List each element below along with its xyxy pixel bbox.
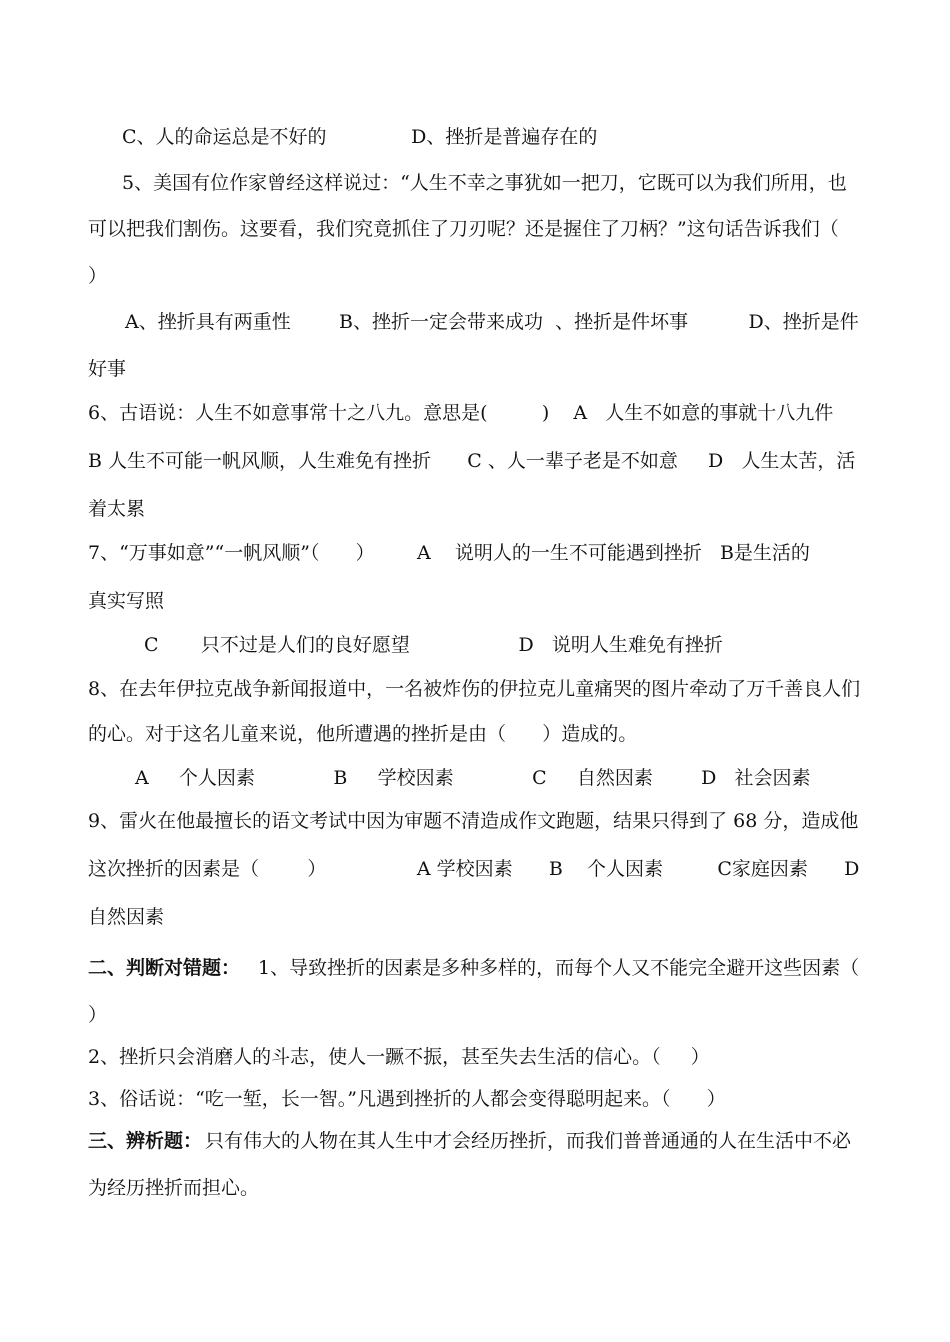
q8-text-2: 的心。对于这名儿童来说，他所遭遇的挫折是由（ ）造成的。: [88, 723, 638, 745]
q7-text-cont: 真实写照: [88, 590, 165, 612]
section-judge-heading: 二、判断对错题：: [88, 957, 241, 979]
section-analysis-heading: 三、辨析题：: [88, 1130, 203, 1152]
judge-3-text: 3、俗话说：“吃一堑，长一智。”凡遇到挫折的人都会变得聪明起来。（ ）: [88, 1088, 726, 1110]
analysis-text-1: 只有伟大的人物在其人生中才会经历挫折，而我们普普通通的人在生活中不必: [205, 1130, 852, 1152]
q5-options-cont: 好事: [88, 358, 127, 380]
judge-1-text-cont: ）: [88, 1004, 108, 1026]
q6-options: B 人生不可能一帆风顺，人生难免有挫折 C 、人一辈子老是不如意 D 人生太苦，活: [88, 450, 856, 472]
q5-text-2: 可以把我们割伤。这要看，我们究竟抓住了刀刃呢？还是握住了刀柄？”这句话告诉我们（: [88, 218, 839, 240]
judge-2-text: 2、挫折只会消磨人的斗志，使人一蹶不振，甚至失去生活的信心。（ ）: [88, 1046, 710, 1068]
q6-options-cont: 着太累: [88, 498, 146, 520]
q4-options-cd: C、人的命运总是不好的 D、挫折是普遍存在的: [122, 126, 598, 148]
judge-1-text: 1、导致挫折的因素是多种多样的，而每个人又不能完全避开这些因素（: [258, 957, 860, 979]
q6-text: 6、古语说：人生不如意事常十之八九。意思是( ) A 人生不如意的事就十八九件: [88, 402, 834, 424]
q8-options: A 个人因素 B 学校因素 C 自然因素 D 社会因素: [135, 767, 811, 789]
q9-text-2: 这次挫折的因素是（ ） A 学校因素 B 个人因素 C家庭因素 D: [88, 858, 860, 880]
q9-text-3: 自然因素: [88, 906, 165, 928]
q7-text: 7、“万事如意”“一帆风顺”（ ） A 说明人的一生不可能遇到挫折 B是生活的: [88, 542, 810, 564]
analysis-text-2: 为经历挫折而担心。: [88, 1177, 260, 1199]
q9-text-1: 9、雷火在他最擅长的语文考试中因为审题不清造成作文跑题，结果只得到了 68 分，造成他: [88, 810, 859, 832]
q5-text-3: ）: [88, 265, 108, 287]
q8-text-1: 8、在去年伊拉克战争新闻报道中，一名被炸伤的伊拉克儿童痛哭的图片牵动了万千善良人们: [88, 678, 861, 700]
q5-text-1: 5、美国有位作家曾经这样说过：“人生不幸之事犹如一把刀，它既可以为我们所用，也: [122, 172, 847, 194]
q5-options: A、挫折具有两重性 B、挫折一定会带来成功 、挫折是件坏事 D、挫折是件: [125, 311, 859, 333]
q7-options: C 只不过是人们的良好愿望 D 说明人生难免有挫折: [144, 634, 723, 656]
